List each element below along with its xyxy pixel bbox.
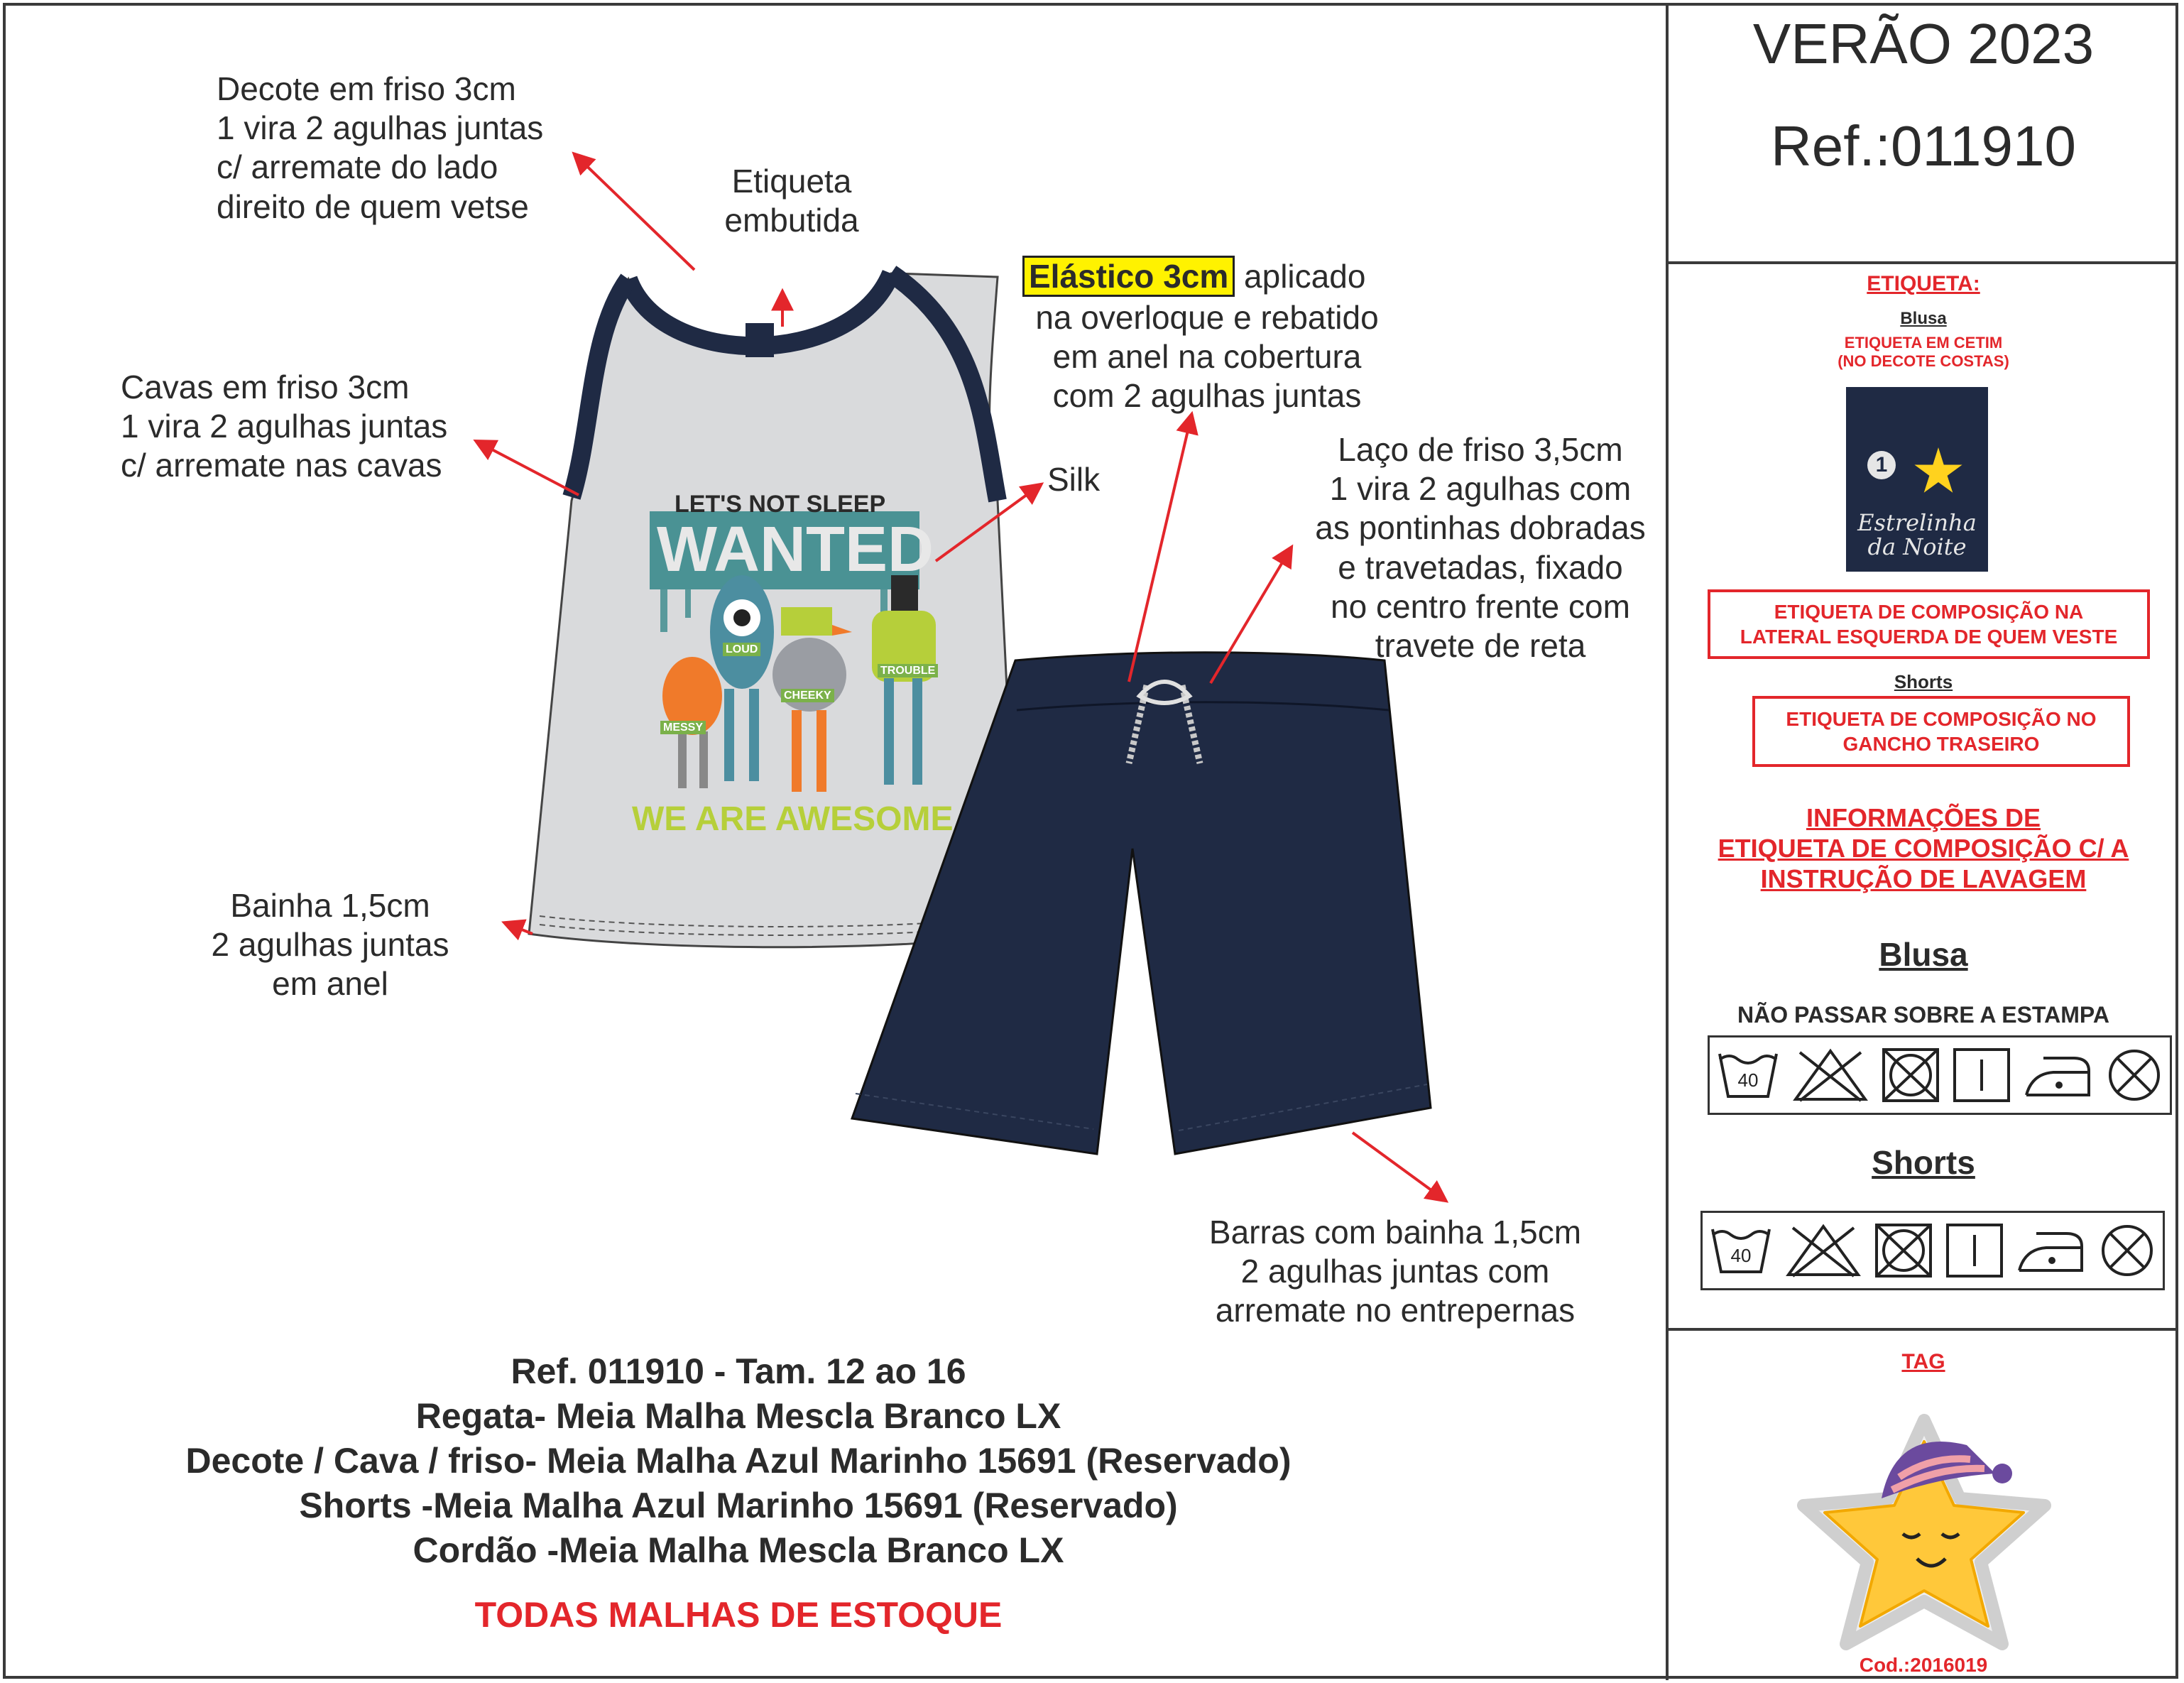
line-dry-icon <box>1945 1222 2004 1279</box>
wash-40-icon <box>1715 1047 1781 1104</box>
tank-top-drawing <box>529 273 1019 947</box>
no-tumble-dry-icon <box>1881 1047 1940 1104</box>
iron-low-icon <box>2022 1047 2093 1104</box>
wash-temp: 40 <box>1737 1069 1759 1091</box>
care-shorts-symbols <box>1700 1211 2165 1290</box>
blusa-label-desc: ETIQUETA EM CETIM (NO DECOTE COSTAS) <box>1838 334 2009 371</box>
elastic-highlight: Elástico 3cm <box>1022 256 1235 297</box>
spec-line-2: Regata- Meia Malha Mescla Branco LX <box>415 1396 1061 1436</box>
spec-line-1: Ref. 011910 - Tam. 12 ao 16 <box>510 1351 966 1391</box>
care-blusa-title: Blusa <box>1879 936 1968 973</box>
annotation-armhole: Cavas em friso 3cm 1 vira 2 agulhas juntas c/ arremate nas cavas <box>121 369 448 484</box>
annotation-shorts-hem: Barras com bainha 1,5cm 2 agulhas juntas com arremate no entrepernas <box>1208 1214 1582 1329</box>
spec-line-4: Shorts -Meia Malha Azul Marinho 15691 (Reservado) <box>299 1486 1178 1525</box>
care-blusa-note: NÃO PASSAR SOBRE A ESTAMPA <box>1737 1002 2109 1028</box>
shorts-label-title: Shorts <box>1894 671 1953 692</box>
annotation-elastic: na overloque e rebatido em anel na cobertura com 2 agulhas juntas <box>1035 299 1379 415</box>
star-icon <box>1913 447 1963 497</box>
no-bleach-icon <box>1791 1047 1869 1104</box>
print-line-3: WE ARE AWESOME <box>632 800 954 838</box>
brand-number: 1 <box>1867 451 1896 479</box>
line-dry-icon <box>1952 1047 2011 1104</box>
no-bleach-icon <box>1784 1222 1862 1279</box>
no-dry-clean-icon <box>2104 1047 2164 1104</box>
tag-code: Cod.:2016019 <box>1859 1654 1988 1676</box>
brand-label <box>1846 387 1988 572</box>
star-tag-icon <box>1789 1392 2059 1655</box>
print-tag-messy: MESSY <box>660 721 706 734</box>
annotation-elastic-line-1 <box>1022 257 1365 296</box>
blusa-label-title: Blusa <box>1900 309 1947 328</box>
season-title: VERÃO 2023 <box>1752 12 2095 75</box>
brand-name: Estrelinha da Noite <box>1857 509 1977 560</box>
print-line-2: WANTED <box>657 514 934 585</box>
annotation-neckline: Decote em friso 3cm 1 vira 2 agulhas juntas c/ arremate do lado direito de quem vetse <box>217 70 544 225</box>
care-blusa-symbols <box>1708 1035 2172 1115</box>
print-tag-cheeky: CHEEKY <box>781 689 834 702</box>
annotation-hem: Bainha 1,5cm 2 agulhas juntas em anel <box>211 887 449 1003</box>
no-dry-clean-icon <box>2097 1222 2157 1279</box>
annotation-bow: Laço de friso 3,5cm 1 vira 2 agulhas com as pontinhas dobradas e travetadas, fixado no centro frente com travete de reta <box>1315 431 1646 664</box>
care-shorts-title: Shorts <box>1872 1144 1975 1181</box>
shorts-composition-box: ETIQUETA DE COMPOSIÇÃO NO GANCHO TRASEIRO <box>1752 696 2130 767</box>
reference-number: Ref.:011910 <box>1771 114 2076 178</box>
annotation-label-embedded: Etiqueta embutida <box>724 163 859 239</box>
print-line-1: LET'S NOT SLEEP <box>675 491 886 518</box>
wash-temp: 40 <box>1730 1245 1752 1266</box>
spec-line-3: Decote / Cava / friso- Meia Malha Azul Marinho 15691 (Reservado) <box>185 1441 1292 1481</box>
tag-title: TAG <box>1901 1350 1945 1373</box>
info-title: INFORMAÇÕES DE ETIQUETA DE COMPOSIÇÃO C/ A INSTRUÇÃO DE LAVAGEM <box>1718 803 2129 894</box>
no-tumble-dry-icon <box>1874 1222 1933 1279</box>
spec-line-5: Cordão -Meia Malha Mescla Branco LX <box>413 1530 1064 1570</box>
labels-title: ETIQUETA: <box>1867 272 1980 295</box>
elastic-rest-line-1: aplicado <box>1235 258 1366 295</box>
stock-note: TODAS MALHAS DE ESTOQUE <box>474 1595 1003 1635</box>
wash-40-icon <box>1708 1222 1774 1279</box>
print-tag-trouble: TROUBLE <box>878 664 938 677</box>
blusa-composition-box: ETIQUETA DE COMPOSIÇÃO NA LATERAL ESQUERDA DE QUEM VESTE <box>1708 589 2150 659</box>
print-tag-loud: LOUD <box>723 643 760 656</box>
iron-low-icon <box>2015 1222 2086 1279</box>
annotation-silk: Silk <box>1047 461 1101 498</box>
